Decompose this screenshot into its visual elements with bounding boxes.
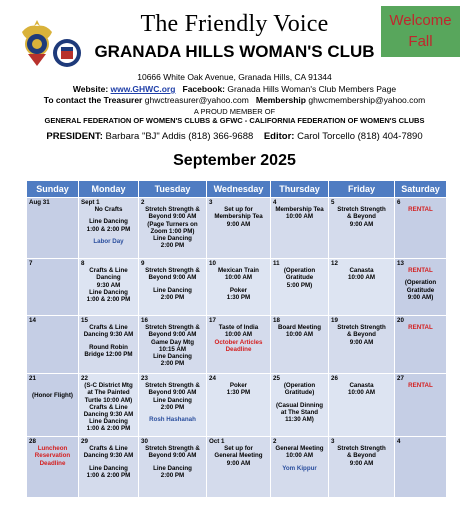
- calendar-month-title: September 2025: [173, 152, 296, 169]
- day-number: 5: [331, 199, 335, 206]
- event-line: Rosh Hashanah: [149, 416, 196, 424]
- treasurer-label: To contact the Treasurer: [43, 95, 143, 105]
- day-cell-sep-14: [27, 316, 79, 374]
- event-line: 5:00 PM): [286, 281, 313, 289]
- day-cell-sep-1: [79, 198, 139, 259]
- event-line: Membership Tea: [275, 206, 324, 214]
- event-line: Deadline: [225, 345, 252, 353]
- week-row-5: [27, 437, 447, 498]
- day-cell-sep-18: [271, 316, 329, 374]
- event-line: Turtle 10:00 AM): [84, 396, 133, 404]
- event-line: (S-C District Mtg: [84, 382, 133, 390]
- event-line: General Meeting: [214, 452, 263, 460]
- event-line: Crafts & Line: [89, 324, 128, 332]
- day-number: 21: [29, 375, 36, 382]
- day-number: 27: [397, 375, 404, 382]
- weekday-thursday: Thursday: [271, 181, 329, 198]
- day-cell-sep-29: [79, 437, 139, 498]
- membership-email[interactable]: ghwcmembership@yahoo.com: [308, 95, 426, 105]
- day-cell-sep-4: [271, 198, 329, 259]
- day-number: 8: [81, 260, 85, 267]
- event-line: Membership Tea: [214, 213, 263, 221]
- event-line: (Casual Dinning: [275, 401, 324, 409]
- event-line: at The Stand: [280, 408, 319, 416]
- event-line: 11:30 AM): [285, 416, 314, 424]
- event-line: Poker: [229, 286, 248, 294]
- treasurer-email[interactable]: ghwctreasurer@yahoo.com: [144, 95, 249, 105]
- event-line: Deadline: [39, 459, 66, 467]
- day-cell-sep-27: [395, 374, 447, 437]
- day-number: 4: [273, 199, 277, 206]
- day-number: 2: [141, 199, 145, 206]
- day-cell-sep-13: [395, 259, 447, 316]
- weekday-monday: Monday: [79, 181, 139, 198]
- day-cell-sep-6: [395, 198, 447, 259]
- membership-label: Membership: [255, 95, 306, 105]
- event-line: Reservation: [34, 452, 71, 460]
- event-line: Taste of India: [218, 324, 259, 332]
- event-line: Beyond 9:00 AM: [148, 389, 197, 397]
- day-number: 7: [29, 260, 33, 267]
- event-line: Poker: [229, 382, 248, 390]
- event-line: 9:00 AM): [407, 293, 434, 301]
- event-line: at The Painted: [87, 389, 130, 397]
- event-line: 2:00 PM: [160, 403, 185, 411]
- president-info: Barbara "BJ" Addis (818) 366-9688: [105, 131, 254, 142]
- day-cell-oct-1: [207, 437, 271, 498]
- event-line: Set up for: [224, 206, 253, 214]
- event-line: RENTAL: [408, 324, 433, 332]
- event-line: & Beyond: [347, 213, 376, 221]
- club-name: GRANADA HILLS WOMAN'S CLUB: [94, 42, 375, 61]
- day-cell-sep-30: [139, 437, 207, 498]
- calendar-grid: [26, 180, 447, 498]
- event-line: Stretch Strength &: [145, 206, 200, 214]
- event-line: Line Dancing: [89, 464, 128, 472]
- event-line: Bridge 12:00 PM: [84, 350, 133, 358]
- event-line: Beyond 9:00 AM: [148, 452, 197, 460]
- day-number: 28: [29, 438, 36, 445]
- week-row-4: [27, 374, 447, 437]
- event-line: Zoom 1:00 PM): [150, 227, 195, 235]
- day-cell-sep-23: [139, 374, 207, 437]
- event-line: Gratitude: [406, 286, 435, 294]
- event-line: Line Dancing: [89, 218, 128, 226]
- event-line: Yom Kippur: [282, 464, 317, 472]
- event-line: Line Dancing: [153, 396, 192, 404]
- event-line: RENTAL: [408, 267, 433, 275]
- day-cell-sep-21: [27, 374, 79, 437]
- week-row-3: [27, 316, 447, 374]
- event-line: 9:00 AM: [349, 220, 374, 228]
- event-line: 10:00 AM: [348, 389, 375, 397]
- event-line: 10:00 AM: [286, 452, 313, 460]
- event-line: Crafts & Line: [89, 267, 128, 275]
- event-line: (Operation: [283, 382, 316, 390]
- event-line: General Meeting: [275, 445, 324, 453]
- day-number: 17: [209, 317, 216, 324]
- day-number: 3: [331, 438, 335, 445]
- day-number: 11: [273, 260, 280, 267]
- web-line: [0, 84, 469, 94]
- event-line: Stretch Strength &: [145, 382, 200, 390]
- event-line: (Page Turners on: [147, 220, 198, 228]
- proud-member: A PROUD MEMBER OF: [193, 107, 276, 116]
- federation-name: GENERAL FEDERATION OF WOMEN'S CLUBS & GFWC - CALIFORNIA FEDERATION OF WOMEN'S CLUBS: [44, 116, 425, 125]
- day-cell-sep-19: [329, 316, 395, 374]
- day-cell-sep-26: [329, 374, 395, 437]
- event-line: Line Dancing: [153, 464, 192, 472]
- event-line: Stretch Strength: [337, 445, 386, 453]
- day-cell-sep-8: [79, 259, 139, 316]
- event-line: Line Dancing: [153, 235, 192, 243]
- event-line: Mexican Train: [218, 267, 259, 275]
- event-line: Gratitude: [285, 274, 314, 282]
- event-line: & Beyond: [347, 452, 376, 460]
- week-row-2: [27, 259, 447, 316]
- event-line: Dancing: [96, 274, 121, 282]
- event-line: Stretch Strength: [337, 324, 386, 332]
- day-number: 18: [273, 317, 280, 324]
- day-cell-sep-2: [139, 198, 207, 259]
- day-cell-oct-2: [271, 437, 329, 498]
- event-line: Crafts & Line: [89, 403, 128, 411]
- editor-label: Editor:: [263, 131, 295, 142]
- day-number: 9: [141, 260, 145, 267]
- event-line: 9:00 AM: [349, 459, 374, 467]
- day-number: 10: [209, 260, 216, 267]
- weekday-friday: Friday: [329, 181, 395, 198]
- event-line: 10:00 AM: [225, 274, 252, 282]
- officers-line: [0, 131, 469, 142]
- event-line: 1:00 & 2:00 PM: [86, 471, 131, 479]
- day-number: 12: [331, 260, 338, 267]
- president-label: PRESIDENT:: [46, 131, 103, 142]
- event-line: 9:00 AM: [226, 459, 251, 467]
- event-line: 1:00 & 2:00 PM: [86, 296, 131, 304]
- event-line: Beyond 9:00 AM: [148, 274, 197, 282]
- day-number: 16: [141, 317, 148, 324]
- day-cell-sep-9: [139, 259, 207, 316]
- badge-line-1: Welcome: [389, 12, 452, 29]
- event-line: Luncheon: [37, 445, 68, 453]
- event-line: 9:00 AM: [226, 220, 251, 228]
- day-cell-sep-7: [27, 259, 79, 316]
- event-line: 10:15 AM: [159, 345, 186, 353]
- event-line: Dancing 9:30 AM: [83, 331, 134, 339]
- event-line: Set up for: [224, 445, 253, 453]
- day-cell-sep-15: [79, 316, 139, 374]
- day-cell-sep-16: [139, 316, 207, 374]
- event-line: & Beyond: [347, 331, 376, 339]
- event-line: 9:30 AM: [96, 281, 121, 289]
- day-number: 19: [331, 317, 338, 324]
- event-line: 10:00 AM: [286, 213, 313, 221]
- day-number: Oct 1: [209, 438, 225, 445]
- day-number: 2: [273, 438, 277, 445]
- weekday-sunday: Sunday: [27, 181, 79, 198]
- day-number: 24: [209, 375, 216, 382]
- event-line: 1:00 & 2:00 PM: [86, 425, 131, 433]
- event-line: Round Robin: [89, 343, 128, 351]
- event-line: Beyond 9:00 AM: [148, 213, 197, 221]
- event-line: Line Dancing: [153, 353, 192, 361]
- event-line: (Operation: [283, 267, 316, 275]
- event-line: Line Dancing: [153, 286, 192, 294]
- event-line: 1:30 PM: [226, 389, 251, 397]
- day-cell-sep-10: [207, 259, 271, 316]
- facebook-page: Granada Hills Woman's Club Members Page: [227, 84, 397, 94]
- day-number: 30: [141, 438, 148, 445]
- day-cell-sep-11: [271, 259, 329, 316]
- day-number: 29: [81, 438, 88, 445]
- event-line: No Crafts: [94, 206, 123, 214]
- day-cell-sep-28: [27, 437, 79, 498]
- day-number: 14: [29, 317, 36, 324]
- day-number: 25: [273, 375, 280, 382]
- day-number: 20: [397, 317, 404, 324]
- day-number: Sept 1: [81, 199, 100, 206]
- day-number: 3: [209, 199, 213, 206]
- day-cell-sep-5: [329, 198, 395, 259]
- event-line: RENTAL: [408, 382, 433, 390]
- day-number: 15: [81, 317, 88, 324]
- event-line: Labor Day: [93, 237, 124, 245]
- weekday-header-row: [27, 181, 447, 198]
- day-number: 26: [331, 375, 338, 382]
- event-line: 2:00 PM: [160, 242, 185, 250]
- event-line: 2:00 PM: [160, 360, 185, 368]
- event-line: Beyond 9:00 AM: [148, 331, 197, 339]
- day-cell-sep-3: [207, 198, 271, 259]
- event-line: Gratitude): [284, 389, 315, 397]
- event-line: Stretch Strength: [337, 206, 386, 214]
- day-number: 22: [81, 375, 88, 382]
- event-line: 2:00 PM: [160, 293, 185, 301]
- event-line: Stretch Strength &: [145, 445, 200, 453]
- event-line: 10:00 AM: [225, 331, 252, 339]
- day-number: 4: [397, 438, 401, 445]
- day-cell-sep-20: [395, 316, 447, 374]
- event-line: Stretch Strength &: [145, 267, 200, 275]
- week-row-1: [27, 198, 447, 259]
- event-line: Game Day Mtg: [151, 338, 194, 346]
- newsletter-title: The Friendly Voice: [140, 11, 329, 37]
- day-number: Aug 31: [29, 199, 50, 206]
- contact-line: [0, 95, 469, 105]
- day-number: 23: [141, 375, 148, 382]
- event-line: (Honor Flight): [32, 392, 73, 400]
- day-number: 13: [397, 260, 404, 267]
- day-cell-sep-12: [329, 259, 395, 316]
- weekday-tuesday: Tuesday: [139, 181, 207, 198]
- badge-line-2: Fall: [408, 33, 433, 50]
- event-line: 1:30 PM: [226, 293, 251, 301]
- event-line: 9:00 AM: [349, 338, 374, 346]
- day-cell-oct-3: [329, 437, 395, 498]
- day-cell-oct-4: [395, 437, 447, 498]
- event-line: Dancing 9:30 AM: [83, 411, 134, 419]
- event-line: (Operation: [404, 279, 437, 287]
- event-line: Crafts & Line: [89, 445, 128, 453]
- day-cell-sep-22: [79, 374, 139, 437]
- day-cell-sep-25: [271, 374, 329, 437]
- facebook-label: Facebook:: [182, 84, 226, 94]
- event-line: 10:00 AM: [348, 274, 375, 282]
- event-line: Line Dancing: [89, 418, 128, 426]
- website-label: Website:: [72, 84, 109, 94]
- event-line: Canasta: [349, 267, 374, 275]
- club-address: 10666 White Oak Avenue, Granada Hills, CA 91344: [137, 72, 332, 82]
- website-link[interactable]: www.GHWC.org: [110, 84, 176, 94]
- editor-info: Carol Torcello (818) 404-7890: [297, 131, 423, 142]
- day-cell-aug-31: [27, 198, 79, 259]
- day-cell-sep-24: [207, 374, 271, 437]
- event-line: Stretch Strength &: [145, 324, 200, 332]
- event-line: October Articles: [214, 338, 263, 346]
- weekday-saturday: Saturday: [395, 181, 447, 198]
- event-line: Dancing 9:30 AM: [83, 452, 134, 460]
- event-line: 2:00 PM: [160, 471, 185, 479]
- event-line: Board Meeting: [278, 324, 321, 332]
- event-line: 1:00 & 2:00 PM: [86, 225, 131, 233]
- weekday-wednesday: Wednesday: [207, 181, 271, 198]
- event-line: Line Dancing: [89, 288, 128, 296]
- day-number: 6: [397, 199, 401, 206]
- day-cell-sep-17: [207, 316, 271, 374]
- event-line: RENTAL: [408, 206, 433, 214]
- event-line: Canasta: [349, 382, 374, 390]
- event-line: 10:00 AM: [286, 331, 313, 339]
